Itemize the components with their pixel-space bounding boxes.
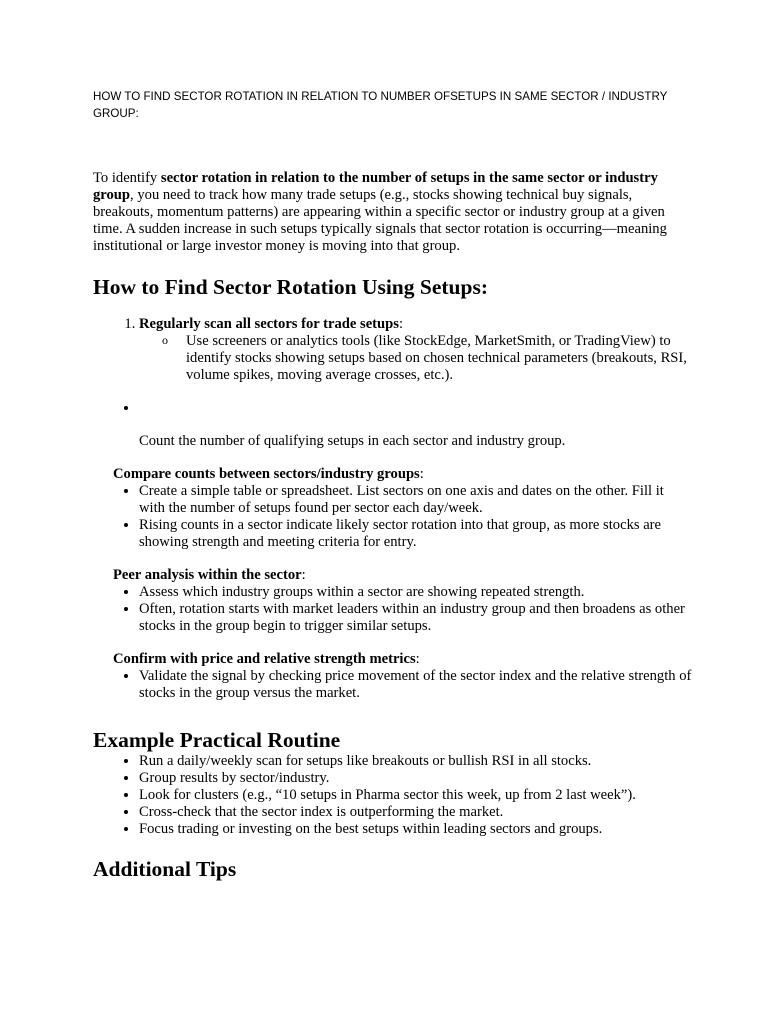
- list-item: • Often, rotation starts with market leaders within an industry group and then broadens as other stocks in the group begin to trigger similar setups.: [139, 601, 693, 635]
- sub-list-item: o Use screeners or analytics tools (like StockEdge, MarketSmith, or TradingView) to identify stocks showing setups based on chosen technical parameters (breakouts, RSI, volume spikes, moving average crosses, etc.).: [186, 333, 693, 384]
- example-list: [93, 753, 693, 838]
- list-item: • Run a daily/weekly scan for setups like breakouts or bullish RSI in all stocks.: [139, 753, 693, 770]
- list-item: • Validate the signal by checking price movement of the sector index and the relative strength of stocks in the group versus the market.: [139, 668, 693, 702]
- step-1-colon: :: [398, 316, 404, 332]
- empty-bullet-list: [93, 400, 693, 417]
- compare-heading-colon: :: [419, 466, 424, 482]
- empty-list-item: [139, 400, 693, 417]
- step-1-bold: Regularly scan all sectors for trade setups: [139, 316, 399, 332]
- peer-list: [93, 584, 693, 635]
- confirm-heading: [113, 651, 693, 668]
- intro-rest: , you need to track how many trade setups (e.g., stocks showing technical buy signals, breakouts, momentum patterns) are appearing within a specific sector or industry group at a given time. A sudden increase in such setups typically signals that sector rotation is occurring—meaning institutional or large investor money is moving into that group.: [93, 187, 667, 254]
- peer-heading-colon: :: [301, 567, 306, 583]
- step-1-sublist: [139, 333, 693, 384]
- intro-lead: To identify: [93, 170, 161, 186]
- compare-list: [93, 483, 693, 551]
- confirm-heading-colon: :: [415, 651, 420, 667]
- document-page: [93, 88, 693, 882]
- list-item: • Cross-check that the sector index is outperforming the market.: [139, 804, 693, 821]
- list-item: • Rising counts in a sector indicate likely sector rotation into that group, as more stocks are showing strength and meeting criteria for entry.: [139, 517, 693, 551]
- confirm-list: [93, 668, 693, 702]
- document-title: HOW TO FIND SECTOR ROTATION IN RELATION TO NUMBER OFSETUPS IN SAME SECTOR / INDUSTRY GROUP:: [93, 90, 668, 120]
- steps-list: [93, 316, 693, 384]
- list-item: • Focus trading or investing on the best setups within leading sectors and groups.: [139, 821, 693, 838]
- peer-heading-bold: Peer analysis within the sector: [113, 567, 302, 583]
- heading-sector-rotation: How to Find Sector Rotation Using Setups:: [93, 275, 488, 299]
- compare-heading-bold: Compare counts between sectors/industry groups: [113, 466, 420, 482]
- heading-additional-tips: Additional Tips: [93, 857, 237, 881]
- intro-bold: sector rotation in relation to the number of setups in the same sector or industry group: [93, 170, 658, 203]
- heading-example-routine: Example Practical Routine: [93, 728, 341, 752]
- step-item: [139, 316, 693, 384]
- count-setups-paragraph: Count the number of qualifying setups in each sector and industry group.: [139, 433, 566, 449]
- list-item: • Assess which industry groups within a sector are showing repeated strength.: [139, 584, 693, 601]
- list-item: • Look for clusters (e.g., “10 setups in Pharma sector this week, up from 2 last week”).: [139, 787, 693, 804]
- confirm-heading-bold: Confirm with price and relative strength metrics: [113, 651, 416, 667]
- peer-heading: [113, 567, 693, 584]
- list-item: • Create a simple table or spreadsheet. List sectors on one axis and dates on the other. Fill it with the number of setups found per sector each day/week.: [139, 483, 693, 517]
- list-item: • Group results by sector/industry.: [139, 770, 693, 787]
- intro-paragraph: [93, 170, 693, 255]
- compare-heading: [113, 466, 693, 483]
